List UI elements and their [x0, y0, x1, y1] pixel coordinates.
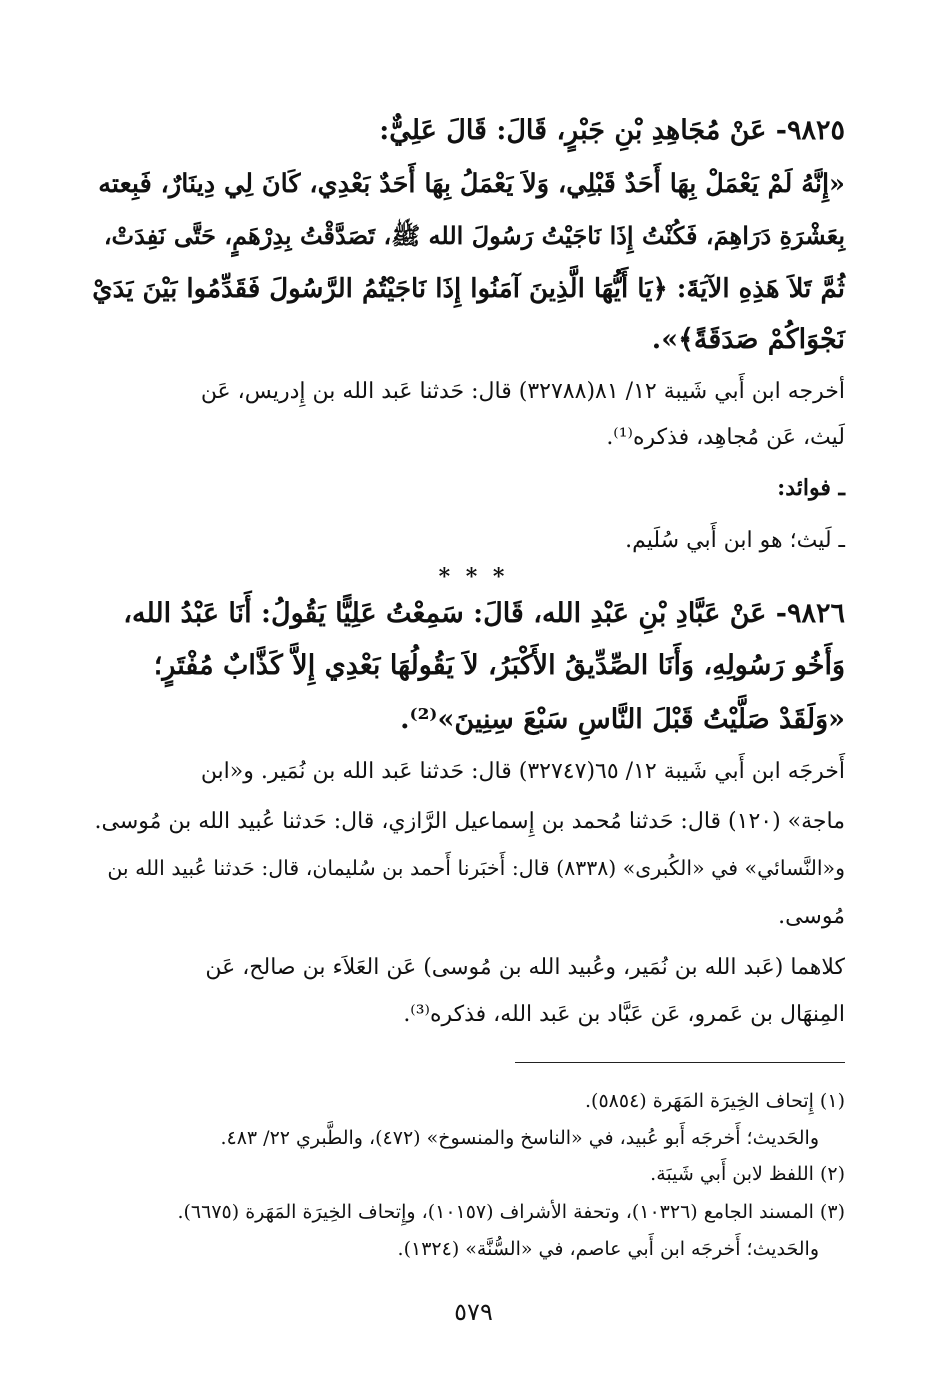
- hadith-9826-line-3: «وَلَقَدْ صَلَّيْتُ قَبْلَ النَّاسِ سَبْعَ سِنِينَ»⁽²⁾.: [400, 704, 845, 735]
- takhrij-9825-line-2: لَيث، عَن مُجاهِد، فذكره⁽¹⁾.: [606, 425, 845, 450]
- footnote-divider: [515, 1062, 845, 1063]
- takhrij-9825-line-1: أخرجه ابن أَبي شَيبة ١٢/ ٨١(٣٢٧٨٨) قال: حَدثنا عَبد الله بن إِدريس، عَن: [200, 379, 845, 404]
- hadith-9825-line-2: «إِنَّهُ لَمْ يَعْمَلْ بِهَا أَحَدٌ قَبْلِي، وَلاَ يَعْمَلُ بِهَا أَحَدٌ بَعْدِي، كَانَ لِي دِينَارٌ، فَبِعته: [98, 169, 845, 199]
- common-chain-line-1: كلاهما (عَبد الله بن نُمَير، وعُبيد الله بن مُوسى) عَن العَلاَء بن صالح، عَن: [205, 955, 845, 980]
- hadith-9826-line-1: ٩٨٢٦- عَنْ عَبَّادِ بْنِ عَبْدِ الله، قَالَ: سَمِعْتُ عَلِيًّا يَقُولُ: أَنَا عَبْدُ الله،: [123, 598, 845, 629]
- takhrij-9826-line-2: ماجة» (١٢٠) قال: حَدثنا مُحمد بن إِسماعيل الرَّازي، قال: حَدثنا عُبيد الله بن مُوسى.: [94, 809, 845, 834]
- hadith-9825-line-4: ثُمَّ تَلاَ هَذِهِ الآيَةَ: ﴿يَا أَيُّهَا الَّذِينَ آمَنُوا إِذَا نَاجَيْتُمُ الرَّسُولَ فَقَدِّمُوا بَيْنَ يَدَيْ: [92, 274, 845, 304]
- page-number: ٥٧٩: [454, 1298, 493, 1326]
- fawaid-heading: ـ فوائد:: [777, 475, 845, 501]
- hadith-9825-line-3: بِعَشْرَةِ دَرَاهِمَ، فَكُنْتُ إِذَا نَاجَيْتُ رَسُولَ الله ﷺ، تَصَدَّقْتُ بِدِرْهَمٍ، حَتَّى نَفِدَتْ،: [103, 221, 845, 250]
- common-chain-line-2: المِنهَال بن عَمرو، عَن عَبَّاد بن عَبد الله، فذكره⁽³⁾.: [403, 1002, 845, 1027]
- footnote-1: (١) إِتحاف الخِيرَة المَهَرة (٥٨٥٤).: [585, 1090, 845, 1112]
- footnote-1-continuation: والحَديث؛ أَخرجَه أَبو عُبيد، في «الناسخ والمنسوخ» (٤٧٢)، والطَّبري ٢٢/ ٤٨٣.: [220, 1127, 819, 1149]
- takhrij-9826-line-4: مُوسى.: [778, 904, 845, 929]
- footnote-3: (٣) المسند الجامع (١٠٣٢٦)، وتحفة الأشراف (١٠١٥٧)، وإِتحاف الخِيرَة المَهَرة (٦٦٧٥).: [177, 1201, 845, 1223]
- hadith-9825-line-1: ٩٨٢٥- عَنْ مُجَاهِدِ بْنِ جَبْرٍ، قَالَ: قَالَ عَلِيٌّ:: [379, 115, 845, 146]
- section-separator: * * *: [438, 564, 509, 590]
- hadith-9825-line-5: نَجْوَاكُمْ صَدَقَةً﴾».: [651, 324, 845, 355]
- footnote-3-continuation: والحَديث؛ أَخرجَه ابن أَبي عاصم، في «السُّنَّة» (١٣٢٤).: [397, 1238, 819, 1260]
- hadith-9826-line-2: وَأَخُو رَسُولِهِ، وَأَنَا الصِّدِّيقُ الأَكْبَرُ، لاَ يَقُولُهَا بَعْدِي إِلاَّ كَذَّابٌ مُفْتَرٍ؛: [153, 650, 845, 681]
- takhrij-9826-line-3: و«النَّسائي» في «الكُبرى» (٨٣٣٨) قال: أَخبَرنا أَحمد بن سُليمان، قال: حَدثنا عُبيد الله بن: [107, 856, 845, 880]
- takhrij-9826-line-1: أَخرجَه ابن أَبي شَيبة ١٢/ ٦٥(٣٢٧٤٧) قال: حَدثنا عَبد الله بن نُمَير. و«ابن: [200, 759, 845, 784]
- fawaid-item: ـ لَيث؛ هو ابن أَبي سُلَيم.: [625, 528, 845, 553]
- footnote-2: (٢) اللفظ لابن أَبي شَيبَة.: [650, 1163, 845, 1185]
